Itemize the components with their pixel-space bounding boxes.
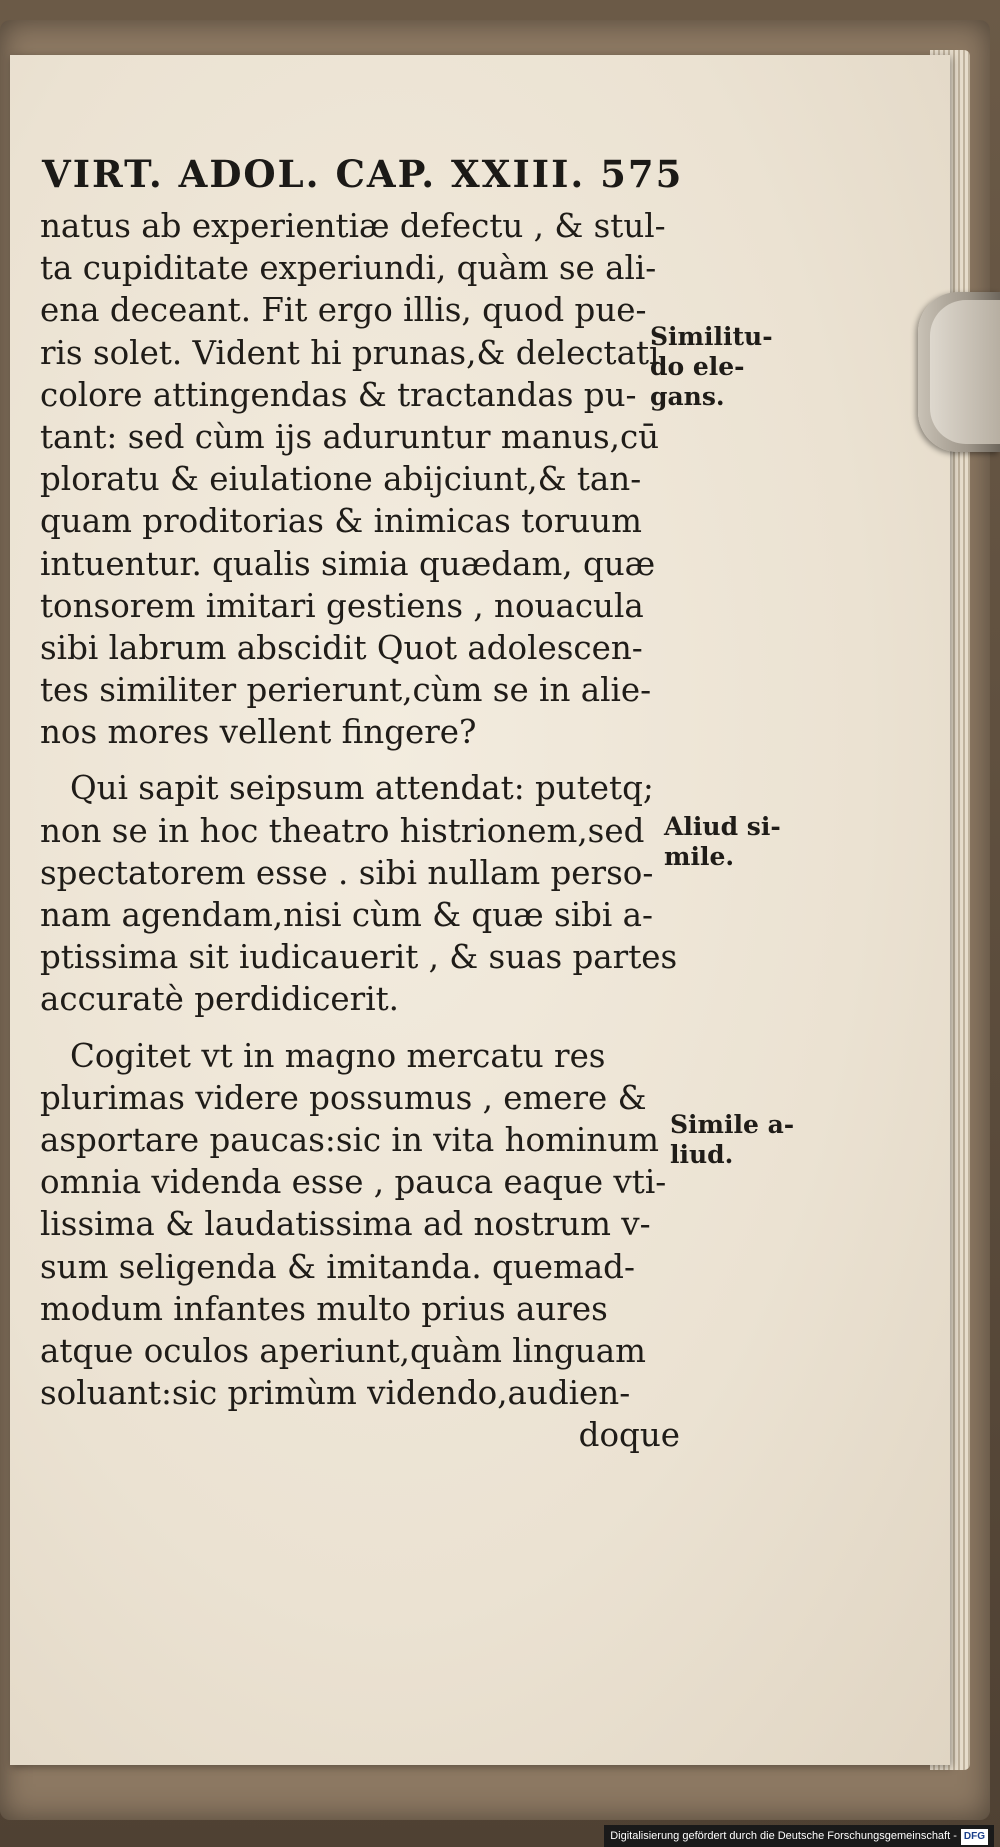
digitization-credit bbox=[604, 1825, 994, 1847]
marginal-line: mile. bbox=[664, 842, 735, 871]
text-line: natus ab experientiæ defectu , & stul- bbox=[40, 207, 666, 245]
marginal-note-2 bbox=[664, 812, 781, 872]
text-line: modum infantes multo prius aures bbox=[40, 1289, 608, 1328]
text-line: ptissima sit iudicauerit , & suas partes bbox=[40, 938, 678, 977]
marginal-line: gans. bbox=[650, 382, 725, 411]
marginal-line: Similitu- bbox=[650, 322, 773, 351]
marginal-line: Simile a- bbox=[670, 1110, 795, 1139]
running-header: VIRT. ADOL. CAP. XXIII. 575 bbox=[42, 152, 684, 196]
text-line: non se in hoc theatro histrionem,sed bbox=[40, 811, 645, 850]
marginal-note-3 bbox=[670, 1110, 794, 1170]
credit-text: Digitalisierung gefördert durch die Deutsche Forschungsgemeinschaft - bbox=[610, 1830, 957, 1842]
marginal-note-1 bbox=[650, 322, 773, 412]
text-line: plurimas videre possumus , emere & bbox=[40, 1078, 647, 1117]
text-line: nam agendam,nisi cùm & quæ sibi a- bbox=[40, 896, 653, 934]
body-text bbox=[40, 205, 680, 1456]
text-line: tonsorem imitari gestiens , nouacula bbox=[40, 586, 644, 625]
paragraph-1 bbox=[40, 205, 680, 753]
marginal-line: do ele- bbox=[650, 352, 745, 381]
marginal-line: Aliud si- bbox=[664, 812, 781, 841]
text-line: soluant:sic primùm videndo,audien- bbox=[40, 1374, 631, 1413]
text-line: ta cupiditate experiundi, quàm se ali- bbox=[40, 249, 657, 288]
text-line: ris solet. Vident hi prunas,& delectati bbox=[40, 333, 660, 372]
book-clasp-inner bbox=[930, 300, 1000, 444]
catchword: doque bbox=[578, 1416, 680, 1455]
text-line: omnia videnda esse , pauca eaque vti- bbox=[40, 1163, 667, 1202]
text-line: sum seligenda & imitanda. quemad- bbox=[40, 1247, 635, 1286]
text-line: intuentur. qualis simia quædam, quæ bbox=[40, 544, 656, 583]
text-line: asportare paucas:sic in vita hominum bbox=[40, 1120, 659, 1159]
marginal-line: liud. bbox=[670, 1140, 734, 1169]
text-line: tant: sed cùm ijs aduruntur manus,cū bbox=[40, 417, 660, 456]
text-line: spectatorem esse . sibi nullam perso- bbox=[40, 853, 654, 892]
text-line: tes similiter perierunt,cùm se in alie- bbox=[40, 671, 652, 710]
text-line: quam proditorias & inimicas toruum bbox=[40, 502, 642, 541]
text-line: ploratu & eiulatione abijciunt,& tan- bbox=[40, 460, 642, 499]
text-line: colore attingendas & tractandas pu- bbox=[40, 375, 637, 414]
text-line: Cogitet vt in magno mercatu res bbox=[70, 1036, 606, 1075]
dfg-logo: DFG bbox=[961, 1829, 988, 1845]
text-line: lissima & laudatissima ad nostrum v- bbox=[40, 1205, 651, 1244]
text-line: ena deceant. Fit ergo illis, quod pue- bbox=[40, 291, 647, 330]
text-line: accuratè perdidicerit. bbox=[40, 980, 399, 1019]
paragraph-3 bbox=[40, 1035, 680, 1457]
paragraph-2 bbox=[40, 767, 680, 1020]
text-line: Qui sapit seipsum attendat: putetq; bbox=[70, 769, 654, 808]
text-line: sibi labrum abscidit Quot adolescen- bbox=[40, 628, 643, 667]
text-line: nos mores vellent fingere? bbox=[40, 713, 477, 752]
text-line: atque oculos aperiunt,quàm linguam bbox=[40, 1331, 646, 1370]
